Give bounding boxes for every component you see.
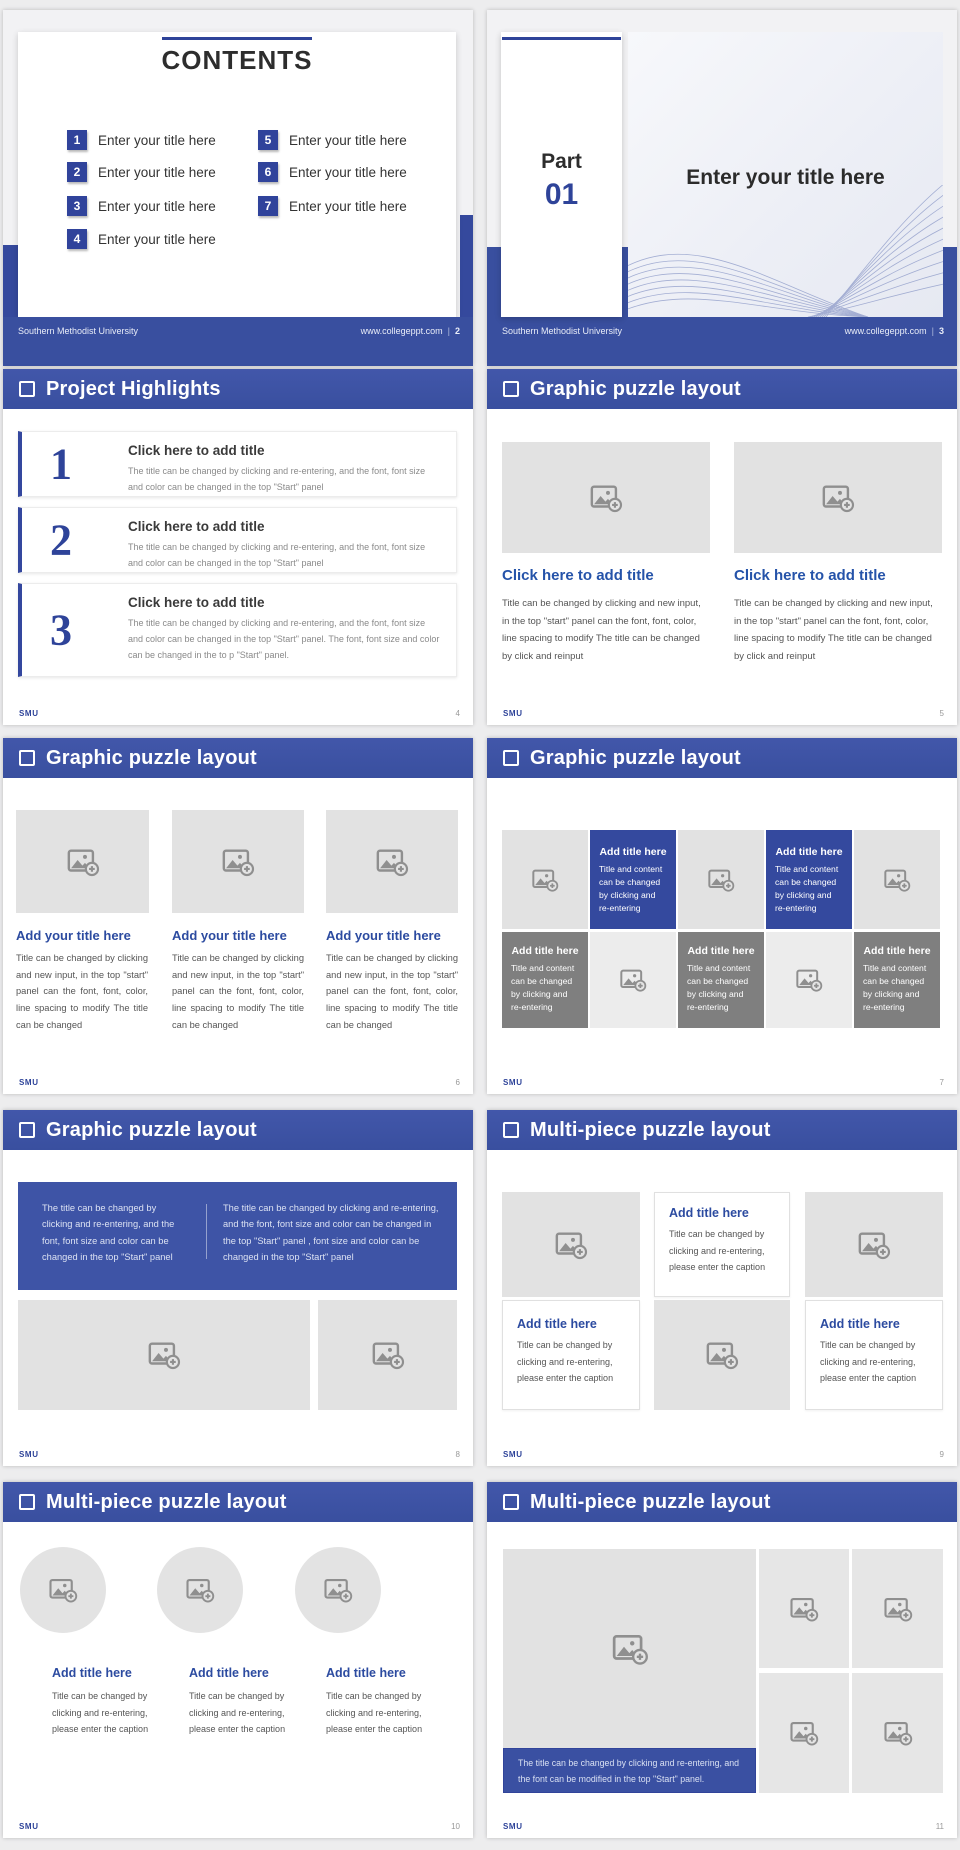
tile-title: Add title here — [599, 846, 667, 858]
footer-university: Southern Methodist University — [18, 326, 139, 336]
footer-logo-text: SMU — [19, 1078, 39, 1087]
item-number-badge: 3 — [67, 196, 87, 216]
footer-separator: | — [447, 326, 450, 336]
column-title: Click here to add title — [502, 567, 654, 584]
slide-header-title: Graphic puzzle layout — [46, 1118, 257, 1141]
page-number: 9 — [939, 1450, 944, 1459]
tile-title: Add title here — [775, 846, 843, 858]
image-placeholder — [805, 1192, 943, 1297]
circle-image-placeholder — [295, 1547, 381, 1633]
footer-logo-text: SMU — [503, 709, 523, 718]
square-bullet-icon — [19, 381, 35, 397]
item-number-badge: 6 — [258, 162, 278, 182]
image-placeholder — [654, 1300, 790, 1410]
image-placeholder — [852, 1673, 943, 1793]
tile-title: Add title here — [687, 945, 755, 957]
insert-picture-icon — [789, 1718, 819, 1748]
column-title: Click here to add title — [734, 567, 886, 584]
image-placeholder-large — [503, 1549, 756, 1748]
contents-item-1 — [67, 130, 216, 150]
image-placeholder — [326, 810, 458, 913]
highlight-number: 1 — [50, 439, 72, 489]
insert-picture-icon — [883, 1718, 913, 1748]
highlight-body: The title can be changed by clicking and re-entering, and the font, font size and color can be changed in the top "Start" panel — [128, 466, 426, 492]
insert-picture-icon — [375, 845, 409, 879]
accent-bar-right — [460, 215, 473, 317]
image-placeholder — [502, 1192, 640, 1297]
insert-picture-icon — [705, 1338, 739, 1372]
caption-title: Add title here — [517, 1317, 597, 1331]
caption-body: Title can be changed by clicking and re-entering, please enter the caption — [517, 1340, 614, 1384]
page-number: 4 — [455, 709, 460, 718]
slide-header-bar — [487, 1110, 957, 1150]
image-placeholder — [678, 830, 764, 929]
footer-logo-text: SMU — [503, 1450, 523, 1459]
insert-picture-icon — [821, 481, 855, 515]
insert-picture-icon — [795, 966, 823, 994]
image-placeholder — [759, 1549, 849, 1668]
contents-title: CONTENTS — [161, 45, 313, 75]
contents-item-4 — [67, 229, 216, 249]
insert-picture-icon — [221, 845, 255, 879]
footer-logo-text: SMU — [19, 1822, 39, 1831]
part-accent-line — [502, 37, 621, 40]
highlight-card-2 — [18, 507, 457, 573]
image-placeholder — [502, 830, 588, 929]
text-tile-gray — [678, 932, 764, 1028]
contents-card — [18, 32, 456, 317]
item-label: Enter your title here — [98, 231, 216, 247]
square-bullet-icon — [19, 750, 35, 766]
page-number: 8 — [455, 1450, 460, 1459]
highlight-title: Click here to add title — [128, 519, 265, 534]
insert-picture-icon — [554, 1228, 588, 1262]
caption-card — [654, 1192, 790, 1297]
insert-picture-icon — [883, 866, 911, 894]
caption-title: Add title here — [189, 1666, 269, 1680]
slide-graphic-puzzle-3col[interactable] — [3, 738, 473, 1094]
slide-header-title: Multi-piece puzzle layout — [46, 1490, 287, 1513]
highlight-body: The title can be changed by clicking and re-entering, and the font, font size and color can be changed in the top "Start" panel. The font, font size and color can be changed in the to p "Start" panel. — [128, 618, 440, 660]
highlight-card-3 — [18, 583, 457, 677]
slide-multipiece-checkerboard[interactable] — [487, 1110, 957, 1466]
slide-header-bar — [3, 369, 473, 409]
slide-project-highlights[interactable] — [3, 369, 473, 725]
accent-bar-left — [3, 245, 19, 317]
slide-header-bar — [487, 738, 957, 778]
contents-item-7 — [258, 196, 407, 216]
caption-card — [502, 1300, 640, 1410]
slide-header-bar — [487, 369, 957, 409]
tile-title: Add title here — [863, 945, 931, 957]
square-bullet-icon — [19, 1494, 35, 1510]
insert-picture-icon — [707, 866, 735, 894]
part-number: 01 — [544, 178, 579, 211]
slide-contents[interactable] — [3, 10, 473, 366]
page-number: 10 — [451, 1822, 460, 1831]
insert-picture-icon — [323, 1575, 353, 1605]
contents-item-2 — [67, 162, 216, 182]
caption-body: Title can be changed by clicking and re-entering, please enter the caption — [326, 1691, 423, 1735]
footer-right — [845, 326, 944, 336]
item-label: Enter your title here — [289, 198, 407, 214]
insert-picture-icon — [789, 1594, 819, 1624]
contents-item-5 — [258, 130, 407, 150]
title-accent-line — [162, 37, 312, 40]
item-number-badge: 7 — [258, 196, 278, 216]
page-number: 11 — [935, 1822, 944, 1831]
item-label: Enter your title here — [289, 164, 407, 180]
footer-site-link[interactable]: www.collegeppt.com — [360, 326, 443, 336]
insert-picture-icon — [371, 1338, 405, 1372]
image-placeholder — [734, 442, 942, 553]
highlight-title: Click here to add title — [128, 595, 265, 610]
slide-footer-bar — [3, 317, 473, 366]
item-number-badge: 2 — [67, 162, 87, 182]
square-bullet-icon — [19, 1122, 35, 1138]
tile-body: Title and content can be changed by clicking and re-entering — [599, 864, 663, 913]
text-tile-blue — [590, 830, 676, 929]
caption-body: Title can be changed by clicking and re-entering, please enter the caption — [820, 1340, 917, 1384]
slide-header-bar — [3, 1110, 473, 1150]
column-title: Add your title here — [172, 928, 287, 943]
caption-bar — [503, 1748, 756, 1793]
caption-title: Add title here — [326, 1666, 406, 1680]
column-title: Add your title here — [16, 928, 131, 943]
circle-image-placeholder — [20, 1547, 106, 1633]
item-number-badge: 1 — [67, 130, 87, 150]
slide-multipiece-grid[interactable] — [487, 1482, 957, 1838]
page-number: 5 — [939, 709, 944, 718]
tile-body: Title and content can be changed by clicking and re-entering — [775, 864, 839, 913]
insert-picture-icon — [611, 1630, 649, 1668]
circle-image-placeholder — [157, 1547, 243, 1633]
caption-card — [805, 1300, 943, 1410]
slide-footer-bar — [487, 317, 957, 366]
image-placeholder — [852, 1549, 943, 1668]
item-label: Enter your title here — [98, 198, 216, 214]
image-placeholder — [18, 1300, 310, 1410]
footer-separator: | — [931, 326, 934, 336]
slide-header-bar — [487, 1482, 957, 1522]
highlight-title: Click here to add title — [128, 443, 265, 458]
column-body: Title can be changed by clicking and new input, in the top "start" panel can the font, font, color, line spacing to modify The title can be changed by click and reinput — [734, 598, 933, 662]
footer-right — [361, 326, 460, 336]
blue-text-band — [18, 1182, 457, 1290]
image-placeholder — [590, 932, 676, 1028]
footer-logo-text: SMU — [503, 1078, 523, 1087]
highlight-body: The title can be changed by clicking and re-entering, and the font, font size and color can be changed in the top "Start" panel — [128, 542, 426, 568]
insert-picture-icon — [531, 866, 559, 894]
item-number-badge: 5 — [258, 130, 278, 150]
caption-title: Add title here — [669, 1206, 749, 1220]
caption-body: Title can be changed by clicking and re-entering, please enter the caption — [189, 1691, 286, 1735]
square-bullet-icon — [503, 381, 519, 397]
insert-picture-icon — [48, 1575, 78, 1605]
footer-university: Southern Methodist University — [502, 326, 623, 336]
slide-multipiece-circles[interactable] — [3, 1482, 473, 1838]
image-placeholder — [318, 1300, 457, 1410]
caption-title: Add title here — [820, 1317, 900, 1331]
highlight-number: 3 — [50, 605, 72, 655]
image-placeholder — [16, 810, 149, 913]
text-tile-gray — [854, 932, 940, 1028]
image-placeholder — [766, 932, 852, 1028]
slide-header-title: Graphic puzzle layout — [530, 746, 741, 769]
image-placeholder — [854, 830, 940, 929]
insert-picture-icon — [185, 1575, 215, 1605]
item-label: Enter your title here — [98, 132, 216, 148]
caption-title: Add title here — [52, 1666, 132, 1680]
column-body: Title can be changed by clicking and new input, in the top "start" panel can the font, font, color, line spacing to modify The title can be changed — [172, 953, 304, 1030]
column-title: Add your title here — [326, 928, 441, 943]
tile-body: Title and content can be changed by clicking and re-entering — [511, 963, 575, 1012]
item-label: Enter your title here — [98, 164, 216, 180]
tile-body: Title and content can be changed by clicking and re-entering — [863, 963, 927, 1012]
part-card — [501, 32, 622, 317]
slide-graphic-puzzle-grid[interactable] — [487, 738, 957, 1094]
image-placeholder — [502, 442, 710, 553]
band-text-right: The title can be changed by clicking and re-entering, and the font, font size and color can be changed in the top "Start" panel , font size and color can be changed in the top "Start" panel — [223, 1203, 439, 1262]
insert-picture-icon — [589, 481, 623, 515]
insert-picture-icon — [619, 966, 647, 994]
highlight-number: 2 — [50, 515, 72, 565]
tile-body: Title and content can be changed by clicking and re-entering — [687, 963, 751, 1012]
tile-title: Add title here — [511, 945, 579, 957]
caption-text: The title can be changed by clicking and re-entering, and the font can be modified in the top "Start" panel. — [518, 1758, 740, 1784]
slide-header-bar — [3, 1482, 473, 1522]
insert-picture-icon — [883, 1594, 913, 1624]
image-placeholder — [759, 1673, 849, 1793]
band-text-left: The title can be changed by clicking and re-entering, and the font, font size and color can be changed in the top "Start" panel — [42, 1203, 175, 1262]
insert-picture-icon — [857, 1228, 891, 1262]
item-label: Enter your title here — [289, 132, 407, 148]
item-number-badge: 4 — [67, 229, 87, 249]
text-tile-gray — [502, 932, 588, 1028]
slide-header-title: Project Highlights — [46, 377, 221, 400]
slide-header-title: Graphic puzzle layout — [530, 377, 741, 400]
slide-part-01[interactable] — [487, 10, 957, 366]
footer-logo-text: SMU — [19, 1450, 39, 1459]
text-tile-blue — [766, 830, 852, 929]
insert-picture-icon — [66, 845, 100, 879]
contents-item-3 — [67, 196, 216, 216]
highlight-card-1 — [18, 431, 457, 497]
footer-logo-text: SMU — [503, 1822, 523, 1831]
slide-header-title: Graphic puzzle layout — [46, 746, 257, 769]
part-label: Part — [541, 150, 582, 173]
footer-site-link[interactable]: www.collegeppt.com — [844, 326, 927, 336]
band-divider — [206, 1204, 207, 1259]
image-placeholder — [172, 810, 304, 913]
page-number: 6 — [455, 1078, 460, 1087]
page-number: 3 — [938, 326, 944, 336]
square-bullet-icon — [503, 1494, 519, 1510]
caption-body: Title can be changed by clicking and re-entering, please enter the caption — [669, 1229, 766, 1273]
slide-graphic-puzzle-textband[interactable] — [3, 1110, 473, 1466]
footer-logo-text: SMU — [19, 709, 39, 718]
column-body: Title can be changed by clicking and new input, in the top "start" panel can the font, font, color, line spacing to modify The title can be changed — [326, 953, 458, 1030]
contents-item-6 — [258, 162, 407, 182]
slide-header-title: Multi-piece puzzle layout — [530, 1118, 771, 1141]
section-title-panel — [628, 32, 943, 317]
slide-header-title: Multi-piece puzzle layout — [530, 1490, 771, 1513]
page-number: 2 — [454, 326, 460, 336]
insert-picture-icon — [147, 1338, 181, 1372]
column-body: Title can be changed by clicking and new input, in the top "start" panel can the font, font, color, line spacing to modify The title can be changed by click and reinput — [502, 598, 701, 662]
slide-graphic-puzzle-2col[interactable] — [487, 369, 957, 725]
column-body: Title can be changed by clicking and new input, in the top "start" panel can the font, font, color, line spacing to modify The title can be changed — [16, 953, 148, 1030]
square-bullet-icon — [503, 750, 519, 766]
slide-header-bar — [3, 738, 473, 778]
square-bullet-icon — [503, 1122, 519, 1138]
section-title: Enter your title here — [686, 166, 885, 189]
caption-body: Title can be changed by clicking and re-entering, please enter the caption — [52, 1691, 149, 1735]
page-number: 7 — [939, 1078, 944, 1087]
wave-lines-decoration — [628, 185, 943, 317]
